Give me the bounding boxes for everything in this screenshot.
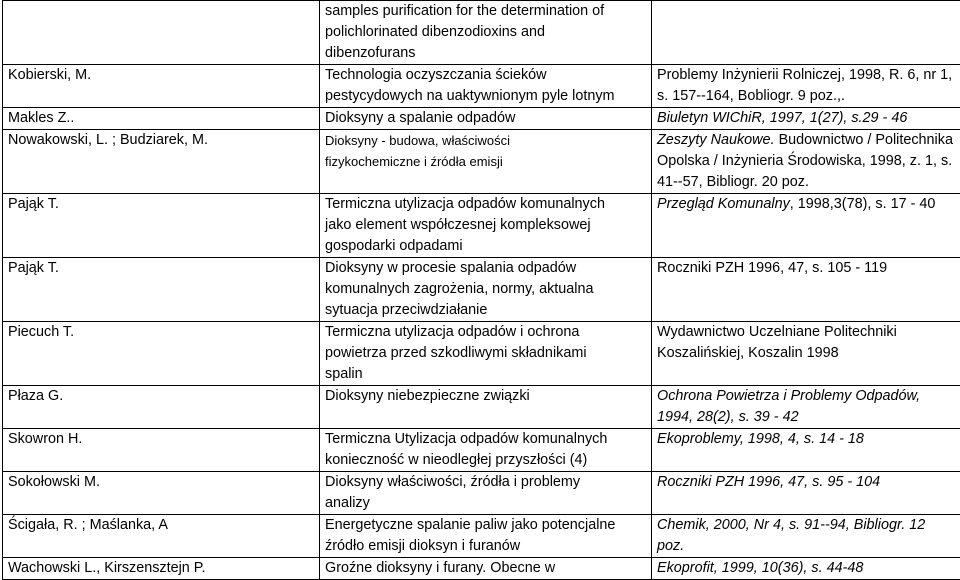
title-cell [320, 322, 652, 386]
author-line: Płaza G. [8, 386, 319, 407]
table-row [3, 429, 960, 472]
source-line: Chemik, 2000, Nr 4, s. 91--94, Bibliogr. 12 [657, 515, 960, 536]
title-line: analizy [325, 493, 651, 514]
source-line: Ekoprofit, 1999, 10(36), s. 44-48 [657, 558, 960, 579]
source-cell [652, 558, 960, 580]
title-line: Groźne dioksyny i furany. Obecne w [325, 558, 651, 579]
title-line: Termiczna Utylizacja odpadów komunalnych [325, 429, 651, 450]
title-line: fizykochemiczne i źródła emisji [325, 151, 651, 172]
author-line: Sokołowski M. [8, 472, 319, 493]
bibliography-table [2, 0, 960, 580]
title-line: Termiczna utylizacja odpadów komunalnych [325, 194, 651, 215]
source-cell [652, 1, 960, 65]
title-line: dibenzofurans [325, 43, 651, 64]
author-cell [3, 515, 320, 558]
table-row [3, 472, 960, 515]
table-row [3, 258, 960, 322]
title-line: samples purification for the determination of [325, 1, 651, 22]
source-line: Ochrona Powietrza i Problemy Odpadów, [657, 386, 960, 407]
title-line: spalin [325, 364, 651, 385]
title-line: Technologia oczyszczania ścieków [325, 65, 651, 86]
source-line: s. 157--164, Bobliogr. 9 poz.,. [657, 86, 960, 107]
source-cell [652, 194, 960, 258]
source-line: Opolska / Inżynieria Środowiska, 1998, z. 1, s. [657, 151, 960, 172]
table-row [3, 558, 960, 580]
author-cell [3, 429, 320, 472]
source-cell [652, 429, 960, 472]
author-line: Wachowski L., Kirszensztejn P. [8, 558, 319, 579]
author-cell [3, 194, 320, 258]
author-line: Pająk T. [8, 258, 319, 279]
table-row [3, 65, 960, 108]
source-line: Biuletyn WIChiR, 1997, 1(27), s.29 - 46 [657, 108, 960, 129]
author-line: Skowron H. [8, 429, 319, 450]
table-row [3, 108, 960, 130]
title-line: powietrza przed szkodliwymi składnikami [325, 343, 651, 364]
title-line: komunalnych zagrożenia, normy, aktualna [325, 279, 651, 300]
title-cell [320, 1, 652, 65]
journal-details: , 1998,3(78), s. 17 - 40 [790, 196, 936, 212]
source-line: poz. [657, 536, 960, 557]
title-cell [320, 108, 652, 130]
title-line: Dioksyny właściwości, źródła i problemy [325, 472, 651, 493]
table-row [3, 386, 960, 429]
title-line: sytuacja przeciwdziałanie [325, 300, 651, 321]
title-line: źródło emisji dioksyn i furanów [325, 536, 651, 557]
source-cell [652, 130, 960, 194]
title-cell [320, 130, 652, 194]
table-row [3, 1, 960, 65]
journal-name: Zeszyty Naukowe. [657, 132, 775, 148]
source-cell [652, 322, 960, 386]
title-line: konieczność w nieodległej przyszłości (4) [325, 450, 651, 471]
title-line: Dioksyny a spalanie odpadów [325, 108, 651, 129]
title-line: pestycydowych na uaktywnionym pyle lotnym [325, 86, 651, 107]
source-cell [652, 258, 960, 322]
source-line: Roczniki PZH 1996, 47, s. 95 - 104 [657, 472, 960, 493]
journal-name: Przegląd Komunalny [657, 196, 790, 212]
source-line: 41--57, Bibliogr. 20 poz. [657, 172, 960, 193]
author-line: Ścigała, R. ; Maślanka, A [8, 515, 319, 536]
author-cell [3, 130, 320, 194]
author-cell [3, 258, 320, 322]
table-row [3, 194, 960, 258]
author-line: Nowakowski, L. ; Budziarek, M. [8, 130, 319, 151]
source-line: Ekoproblemy, 1998, 4, s. 14 - 18 [657, 429, 960, 450]
author-line: Makles Z.. [8, 108, 319, 129]
author-cell [3, 1, 320, 65]
source-line: Wydawnictwo Uczelniane Politechniki [657, 322, 960, 343]
author-line: Piecuch T. [8, 322, 319, 343]
title-line: gospodarki odpadami [325, 236, 651, 257]
source-cell [652, 515, 960, 558]
source-cell [652, 108, 960, 130]
title-cell [320, 386, 652, 429]
bibliography-body [3, 1, 960, 580]
title-line: Dioksyny - budowa, właściwości [325, 130, 651, 151]
author-cell [3, 386, 320, 429]
author-line: Kobierski, M. [8, 65, 319, 86]
title-cell [320, 258, 652, 322]
title-cell [320, 194, 652, 258]
table-row [3, 130, 960, 194]
table-row [3, 515, 960, 558]
title-line: polichlorinated dibenzodioxins and [325, 22, 651, 43]
title-line: Dioksyny niebezpieczne związki [325, 386, 651, 407]
title-cell [320, 472, 652, 515]
source-cell [652, 472, 960, 515]
source-line [657, 130, 960, 151]
title-line: Termiczna utylizacja odpadów i ochrona [325, 322, 651, 343]
title-cell [320, 65, 652, 108]
source-line [657, 194, 960, 215]
table-row [3, 322, 960, 386]
source-line: Problemy Inżynierii Rolniczej, 1998, R. 6, nr 1, [657, 65, 960, 86]
title-line: Dioksyny w procesie spalania odpadów [325, 258, 651, 279]
title-line: jako element współczesnej kompleksowej [325, 215, 651, 236]
source-line: 1994, 28(2), s. 39 - 42 [657, 407, 960, 428]
title-cell [320, 558, 652, 580]
title-line: Energetyczne spalanie paliw jako potencjalne [325, 515, 651, 536]
author-cell [3, 472, 320, 515]
author-cell [3, 558, 320, 580]
source-cell [652, 65, 960, 108]
author-line: Pająk T. [8, 194, 319, 215]
source-cell [652, 386, 960, 429]
author-cell [3, 322, 320, 386]
author-cell [3, 108, 320, 130]
author-cell [3, 65, 320, 108]
source-line: Roczniki PZH 1996, 47, s. 105 - 119 [657, 258, 960, 279]
journal-details: Budownictwo / Politechnika [775, 132, 953, 148]
title-cell [320, 429, 652, 472]
source-line: Koszalińskiej, Koszalin 1998 [657, 343, 960, 364]
title-cell [320, 515, 652, 558]
